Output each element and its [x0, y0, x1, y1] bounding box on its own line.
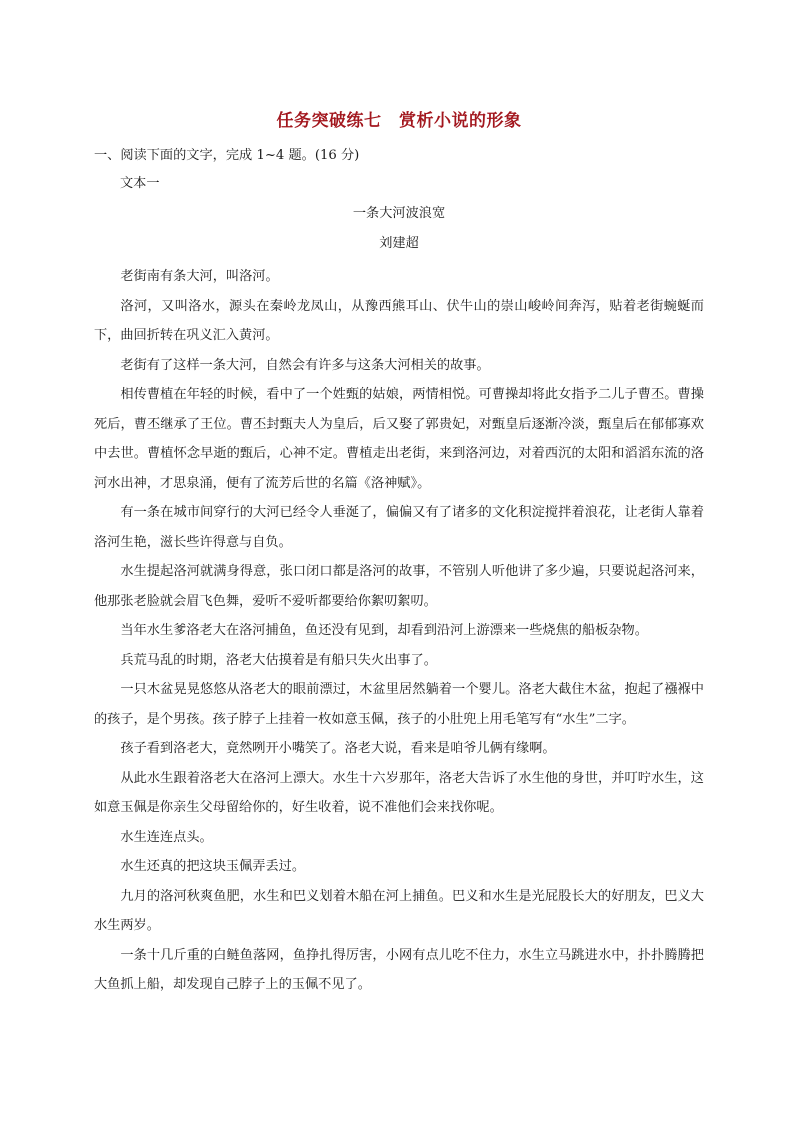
paragraph: 洛河，又叫洛水，源头在秦岭龙凤山，从豫西熊耳山、伏牛山的崇山峻岭间奔泻，贴着老街蜿蜒而下，曲回折转在巩义汇入黄河。 — [94, 298, 704, 343]
paragraph: 九月的洛河秋爽鱼肥，水生和巴义划着木船在河上捕鱼。巴义和水生是光屁股长大的好朋友，巴义大水生两岁。 — [94, 888, 704, 933]
story-author: 刘建超 — [379, 236, 419, 251]
paragraph: 一条十几斤重的白鲢鱼落网，鱼挣扎得厉害，小网有点儿吃不住力，水生立马跳进水中，扑扑腾腾把大鱼抓上船，却发现自己脖子上的玉佩不见了。 — [94, 947, 704, 992]
paragraph: 孩子看到洛老大，竟然咧开小嘴笑了。洛老大说，看来是咱爷儿俩有缘啊。 — [120, 741, 556, 756]
paragraph: 水生连连点头。 — [120, 829, 213, 845]
paragraph: 水生提起洛河就满身得意，张口闭口都是洛河的故事，不管别人听他讲了多少遍，只要说起洛河来，他那张老脸就会眉飞色舞，爱听不爱听都要给你絮叨絮叨。 — [94, 564, 704, 609]
section-heading: 一、阅读下面的文字，完成 1~4 题。(16 分) — [94, 148, 360, 163]
paragraph: 一只木盆晃晃悠悠从洛老大的眼前漂过，木盆里居然躺着一个婴儿。洛老大截住木盆，抱起了襁褓中的孩子，是个男孩。孩子脖子上挂着一枚如意玉佩，孩子的小肚兜上用毛笔写有“水生”二字。 — [94, 682, 704, 727]
paragraph: 相传曹植在年轻的时候，看中了一个姓甄的姑娘，两情相悦。可曹操却将此女指予二儿子曹丕。曹操死后，曹丕继承了王位。曹丕封甄夫人为皇后，后又娶了郭贵妃，对甄皇后逐渐冷淡，甄皇后在郁郁寡欢中去世。曹植怀念早逝的甄后，心神不定。曹植走出老街，来到洛河边，对着西沉的太阳和滔滔东流的洛河水出神，才思泉涌，便有了流芳后世的名篇《洛神赋》。 — [94, 387, 704, 491]
document-page — [94, 104, 704, 1000]
paragraph: 老街有了这样一条大河，自然会有许多与这条大河相关的故事。 — [120, 357, 490, 373]
page-title: 任务突破练七 赏析小说的形象 — [276, 111, 522, 131]
paragraph: 有一条在城市间穿行的大河已经令人垂涎了，偏偏又有了诸多的文化积淀搅拌着浪花，让老街人靠着洛河生艳，滋长些许得意与自负。 — [94, 505, 704, 550]
text-label: 文本一 — [120, 176, 160, 191]
paragraph: 老街南有条大河，叫洛河。 — [120, 269, 279, 284]
story-body — [94, 262, 704, 1000]
paragraph: 兵荒马乱的时期，洛老大估摸着是有船只失火出事了。 — [120, 652, 437, 668]
paragraph: 水生还真的把这块玉佩弄丢过。 — [120, 859, 306, 874]
story-title: 一条大河波浪宽 — [352, 206, 446, 221]
paragraph: 从此水生跟着洛老大在洛河上漂大。水生十六岁那年，洛老大告诉了水生他的身世，并叮咛水生，这如意玉佩是你亲生父母留给你的，好生收着，说不准他们会来找你呢。 — [94, 770, 704, 815]
paragraph: 当年水生爹洛老大在洛河捕鱼，鱼还没有见到，却看到沿河上游漂来一些烧焦的船板杂物。 — [120, 623, 648, 638]
